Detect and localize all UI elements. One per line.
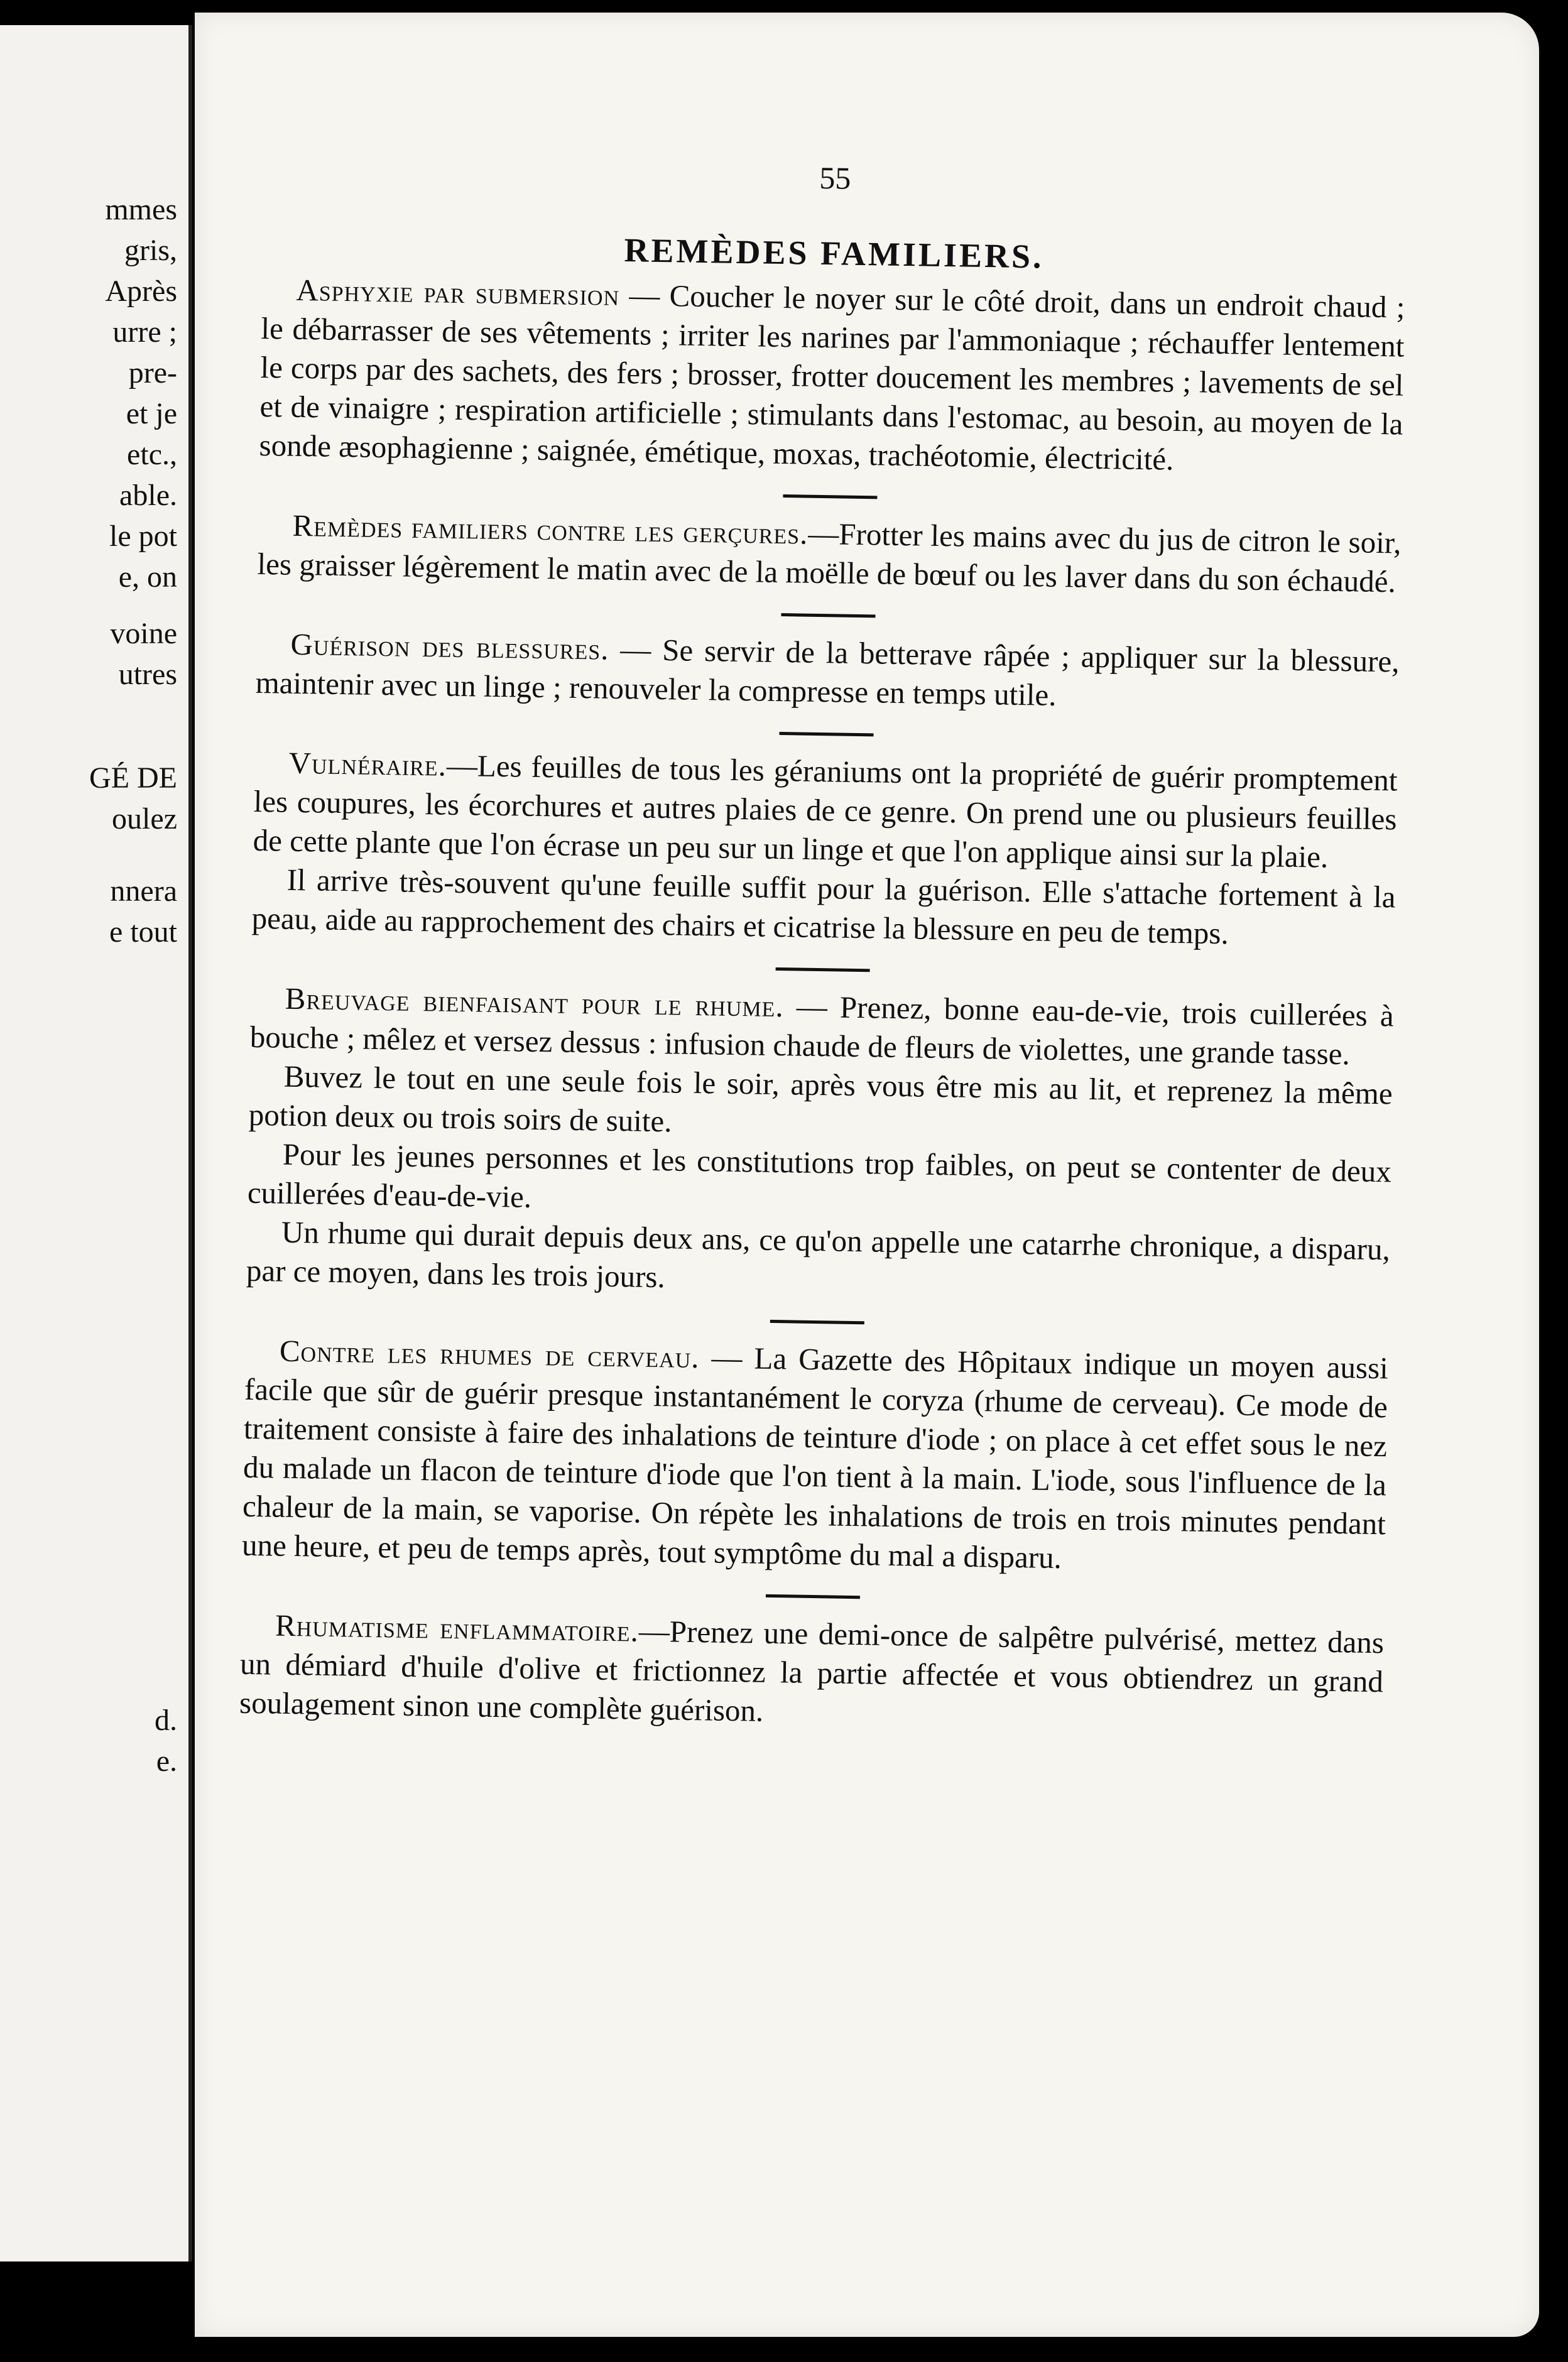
facing-page-fragment — [0, 25, 192, 2261]
margin-fragment: et je — [126, 397, 177, 430]
entry-asphyxie — [259, 270, 1405, 483]
page-title: REMÈDES FAMILIERS. — [624, 231, 1045, 276]
entry-heading: Rhumatisme enflammatoire. — [275, 1608, 640, 1648]
margin-fragment: pre- — [128, 356, 177, 389]
separator-rule — [781, 613, 875, 618]
margin-fragment: e. — [156, 1744, 177, 1778]
separator-rule — [770, 1320, 864, 1324]
separator-rule — [779, 732, 873, 736]
margin-fragment: etc., — [127, 438, 177, 471]
entry-blessures — [255, 624, 1400, 721]
entry-rhumes-cerveau — [242, 1331, 1389, 1583]
margin-fragment: voine — [110, 617, 177, 650]
entry-paragraph — [259, 270, 1405, 483]
entry-gercures — [257, 506, 1402, 602]
entry-paragraph — [257, 506, 1402, 602]
entry-paragraph: Un rhume qui durait depuis deux ans, ce qu'on appelle une catarrhe chronique, a disparu, par ce moyen, dans les trois jours. — [246, 1214, 1391, 1295]
entry-text: —Les feuilles de tous les géraniums ont la propriété de guérir promptement les coupures, les écorchures et autres plaies de ce genre. On prend une ou plusieurs feuilles de cette plante que l'on écrase un peu sur un linge et que l'on applique ainsi sur la plaie. — [253, 748, 1398, 874]
separator-rule — [776, 967, 870, 972]
page-number: 55 — [819, 160, 851, 196]
entry-text: — Coucher le noyer sur le côté droit, dans un endroit chaud ; le débarrasser de ses vêtements ; irriter les narines par l'ammoniaque ; réchauffer lentement le corps par des sachets, des fers ; brosser, frotter doucement les membres ; lavements de sel et de vinaigre ; respiration artificielle ; stimulants dans l'estomac, au besoin, au moyen de la sonde æsophagienne ; saignée, émétique, moxas, trachéotomie, électricité. — [259, 278, 1405, 477]
entry-paragraph — [255, 624, 1400, 721]
entry-vulneraire — [251, 743, 1398, 956]
entry-heading: Contre les rhumes de cerveau. — [279, 1333, 700, 1375]
entry-heading: Asphyxie par submersion — [296, 272, 620, 312]
margin-fragment: nnera — [110, 874, 177, 908]
entry-text: — La Gazette des Hôpitaux indique un moyen aussi facile que sûr de guérir presque instantanément le coryza (rhume de cerveau). Ce mode de traitement consiste à faire des inhalations de teinture d'iode ; on place à cet effet sous le nez du malade un flacon de teinture d'iode que l'on tient à la main. L'iode, sous l'influence de la chaleur de la main, se vaporise. On répète les inhalations de trois en trois minutes pendant une heure, et peu de temps après, tout symptôme du mal a disparu. — [241, 1340, 1389, 1576]
margin-fragment: able. — [119, 479, 177, 512]
entry-rhumatisme — [239, 1606, 1385, 1741]
separator-rule — [783, 494, 877, 499]
entry-text: — Se servir de la betterave râpée ; appliquer sur la blessure, maintenir avec un linge ; renouveler la compresse en temps utile. — [255, 632, 1400, 712]
margin-fragment: urre ; — [112, 315, 177, 349]
entry-text: —Frotter les mains avec du jus de citron le soir, les graisser légèrement le matin avec de la moëlle de bœuf ou les laver dans du son échaudé. — [257, 516, 1402, 599]
entry-paragraph — [242, 1331, 1389, 1583]
margin-fragment: GÉ DE — [89, 761, 177, 795]
margin-fragment: mmes — [105, 193, 177, 226]
margin-fragment: d. — [155, 1704, 177, 1737]
entry-heading: Breuvage bienfaisant pour le rhume. — [285, 981, 785, 1024]
entry-heading: Guérison des blessures. — [290, 626, 609, 667]
margin-fragment: Après — [105, 275, 177, 308]
margin-fragment: e tout — [109, 915, 177, 949]
entry-paragraph: Il arrive très-souvent qu'une feuille suffit pour la guérison. Elle s'attache fortement à la peau, aide au rapprochement des chairs et cicatrise la blessure en peu de temps. — [251, 862, 1396, 951]
entry-text: —Prenez une demi-once de salpêtre pulvérisé, mettez dans un démiard d'huile d'olive et frictionnez la partie affectée et vous obtiendrez un grand soulagement sinon une complète guérison. — [239, 1613, 1385, 1728]
book-page — [195, 13, 1539, 2337]
entry-breuvage — [246, 979, 1395, 1309]
margin-fragment: le pot — [109, 520, 177, 553]
entry-heading: Vulnéraire. — [288, 745, 447, 783]
page-content — [239, 151, 1407, 1740]
entry-heading: Remèdes familiers contre les gerçures. — [292, 508, 808, 551]
margin-fragment: oulez — [112, 802, 177, 835]
entry-paragraph: Pour les jeunes personnes et les constitutions trop faibles, on peut se contenter de deux cuillerées d'eau-de-vie. — [247, 1136, 1392, 1214]
margin-fragment: gris, — [124, 234, 177, 267]
entry-paragraph — [239, 1606, 1385, 1741]
entry-paragraph — [253, 743, 1398, 878]
separator-rule — [766, 1594, 860, 1599]
margin-fragment: e, on — [118, 560, 177, 594]
margin-fragment: utres — [118, 658, 177, 691]
entry-text: — Prenez, bonne eau-de-vie, trois cuillerées à bouche ; mêlez et versez dessus : infusion chaude de fleurs de violettes, une grande tasse. — [249, 989, 1395, 1072]
entry-paragraph: Buvez le tout en une seule fois le soir, après vous être mis au lit, et reprenez la même potion deux ou trois soirs de suite. — [248, 1059, 1393, 1139]
